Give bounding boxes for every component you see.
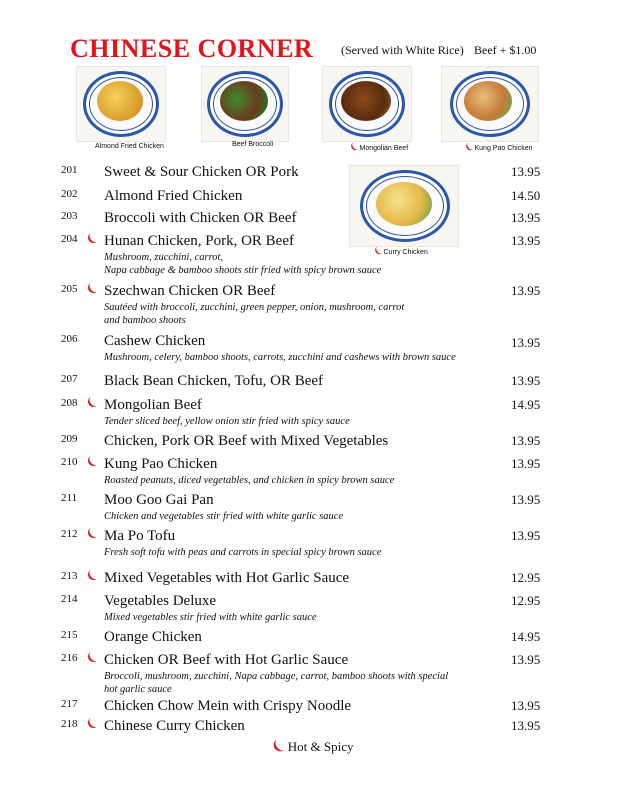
item-number: 208: [61, 397, 78, 409]
hot-pepper-icon: ❨: [82, 715, 100, 733]
item-description: Roasted peanuts, diced vegetables, and chicken in spicy brown sauce: [104, 475, 395, 486]
item-name: Vegetables Deluxe: [104, 593, 217, 609]
hot-pepper-icon: ❨: [82, 567, 100, 585]
hot-pepper-icon: ❨: [82, 453, 100, 471]
caption-kung-pao-chicken: [462, 140, 533, 154]
item-price: 13.95: [511, 283, 541, 298]
item-name: Cashew Chicken: [104, 333, 206, 349]
item-number: 206: [61, 333, 78, 345]
item-name: Almond Fried Chicken: [104, 188, 243, 204]
item-number: 204: [61, 233, 78, 245]
item-price: 12.95: [511, 593, 541, 608]
item-price: 14.50: [511, 188, 541, 203]
hot-pepper-icon: ❨: [462, 140, 475, 154]
item-price: 13.95: [511, 335, 541, 350]
item-price: 13.95: [511, 652, 541, 667]
caption-text: Curry Chicken: [383, 249, 428, 256]
item-number: 203: [61, 210, 78, 222]
item-number: 211: [61, 492, 78, 504]
photo-curry-chicken: [349, 165, 459, 247]
served-with-note: (Served with White Rice): [341, 43, 464, 57]
item-name: Hunan Chicken, Pork, OR Beef: [104, 233, 294, 249]
item-name: Broccoli with Chicken OR Beef: [104, 210, 297, 226]
caption-text: Kung Pao Chicken: [474, 145, 533, 152]
item-price: 13.95: [511, 233, 541, 248]
item-price: 13.95: [511, 210, 541, 225]
item-name: Kung Pao Chicken: [104, 456, 218, 472]
item-name: Chicken, Pork OR Beef with Mixed Vegetables: [104, 433, 389, 449]
beef-surcharge-note: Beef + $1.00: [474, 43, 537, 57]
hot-pepper-icon: ❨: [347, 140, 360, 154]
item-number: 213: [61, 570, 78, 582]
item-number: 214: [61, 593, 78, 605]
caption-text: Mongolian Beef: [359, 145, 409, 152]
legend-label: Hot & Spicy: [287, 739, 354, 754]
item-price: 13.95: [511, 718, 541, 733]
item-description: Chicken and vegetables stir fried with white garlic sauce: [104, 511, 344, 522]
item-number: 212: [61, 528, 78, 540]
item-number: 217: [61, 698, 78, 710]
spicy-legend: [268, 737, 354, 758]
item-price: 13.95: [511, 373, 541, 388]
photo-almond-fried-chicken: [76, 66, 166, 142]
item-number: 205: [61, 283, 78, 295]
item-name: Black Bean Chicken, Tofu, OR Beef: [104, 373, 324, 389]
hot-pepper-icon: ❨: [82, 394, 100, 412]
item-price: 12.95: [511, 570, 541, 585]
hot-pepper-icon: ❨: [82, 280, 100, 298]
item-price: 13.95: [511, 164, 541, 179]
item-description: Mushroom, zucchini, carrot, Napa cabbage & bamboo shoots stir fried with spicy brown sauce: [104, 252, 382, 276]
item-price: 14.95: [511, 397, 541, 412]
hot-pepper-icon: ❨: [82, 525, 100, 543]
item-name: Chicken OR Beef with Hot Garlic Sauce: [104, 652, 349, 668]
item-price: 13.95: [511, 698, 541, 713]
item-name: Mixed Vegetables with Hot Garlic Sauce: [104, 570, 350, 586]
item-name: Mongolian Beef: [104, 397, 202, 413]
item-description: Mixed vegetables stir fried with white garlic sauce: [104, 612, 317, 623]
item-price: 13.95: [511, 433, 541, 448]
item-price: 13.95: [511, 492, 541, 507]
item-number: 201: [61, 164, 78, 176]
item-number: 218: [61, 718, 78, 730]
item-number: 210: [61, 456, 78, 468]
item-name: Sweet & Sour Chicken OR Pork: [104, 164, 299, 180]
item-description: Broccoli, mushroom, zucchini, Napa cabbage, carrot, bamboo shoots with special hot garlic sauce: [104, 671, 449, 695]
menu-title: CHINESE CORNER: [70, 34, 314, 63]
item-price: 13.95: [511, 456, 541, 471]
photo-mongolian-beef: [322, 66, 412, 142]
item-description: Fresh soft tofu with peas and carrots in special spicy brown sauce: [104, 547, 382, 558]
item-number: 216: [61, 652, 78, 664]
item-name: Moo Goo Gai Pan: [104, 492, 214, 508]
hot-pepper-icon: ❨: [82, 649, 100, 667]
caption-beef-broccoli: Beef Broccoli: [232, 141, 274, 148]
item-price: 13.95: [511, 528, 541, 543]
item-name: Szechwan Chicken OR Beef: [104, 283, 276, 299]
item-number: 209: [61, 433, 78, 445]
photo-kung-pao-chicken: [441, 66, 539, 142]
item-description: Tender sliced beef, yellow onion stir fried with spicy sauce: [104, 416, 350, 427]
item-description: Mushroom, celery, bamboo shoots, carrots, zucchini and cashews with brown sauce: [104, 352, 456, 363]
item-number: 215: [61, 629, 78, 641]
item-number: 207: [61, 373, 78, 385]
item-name: Chinese Curry Chicken: [104, 718, 245, 734]
hot-pepper-icon: ❨: [371, 244, 384, 258]
item-description: Sautéed with broccoli, zucchini, green pepper, onion, mushroom, carrot and bamboo shoots: [104, 302, 405, 326]
hot-pepper-icon: ❨: [82, 230, 100, 248]
caption-mongolian-beef: [347, 140, 409, 154]
item-number: 202: [61, 188, 78, 200]
hot-pepper-icon: ❨: [268, 737, 287, 758]
item-price: 14.95: [511, 629, 541, 644]
caption-almond-fried-chicken: Almond Fried Chicken: [95, 143, 164, 150]
photo-beef-broccoli: [201, 66, 289, 142]
item-name: Orange Chicken: [104, 629, 202, 645]
item-name: Chicken Chow Mein with Crispy Noodle: [104, 698, 352, 714]
item-name: Ma Po Tofu: [104, 528, 176, 544]
